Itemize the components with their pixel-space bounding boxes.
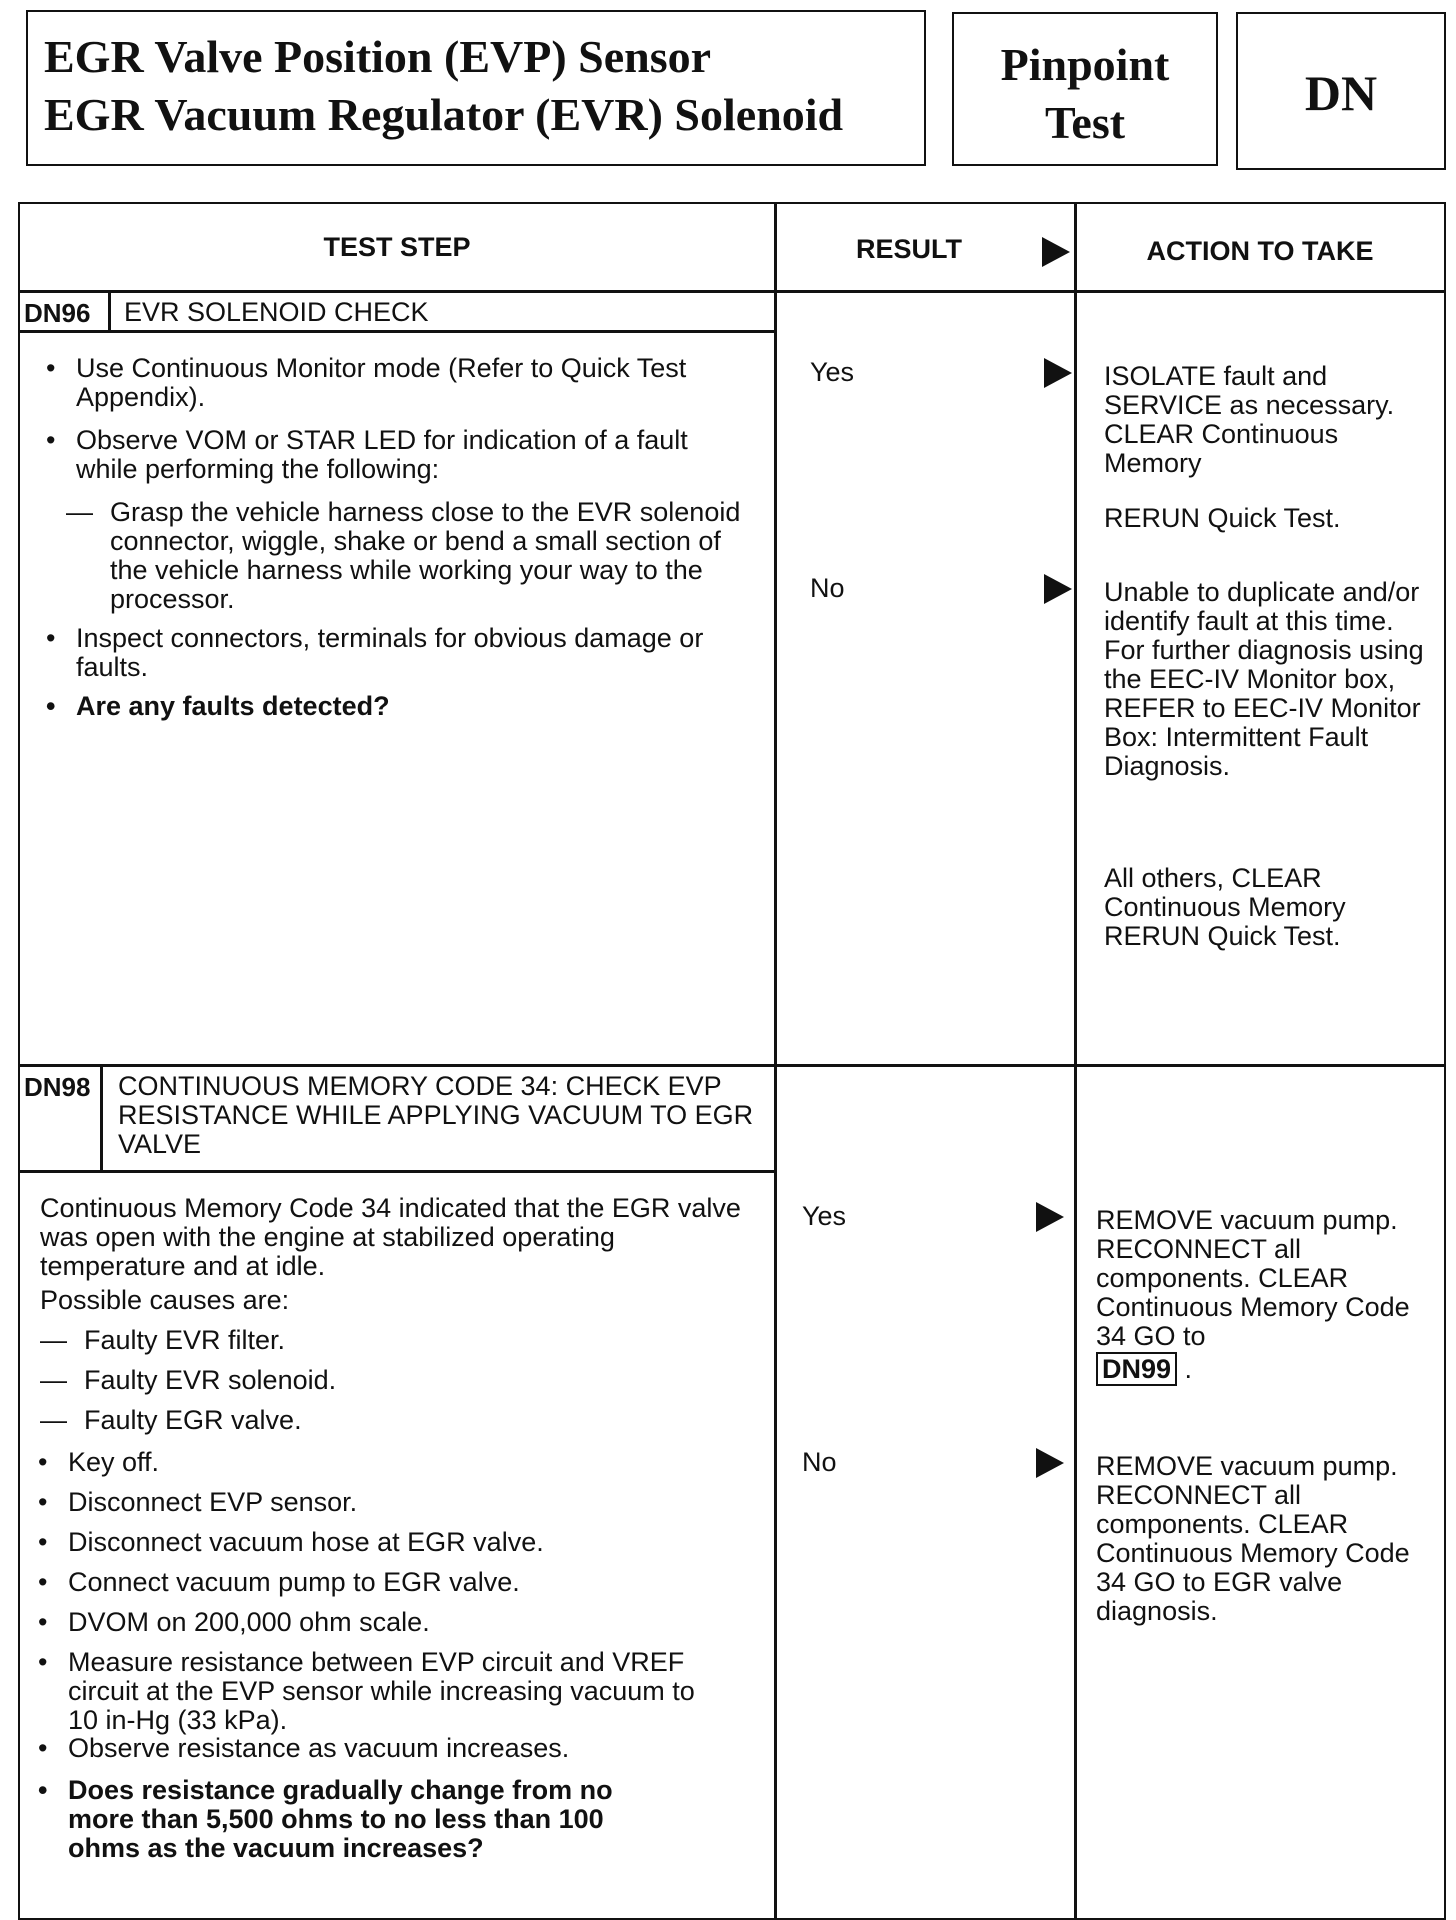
dn98-id-divider — [100, 1064, 103, 1172]
dn96-no-action-2: All others, CLEAR Continuous Memory RERUN Quick Test. — [1104, 863, 1346, 951]
dn98-step-6-text: Measure resistance between EVP circuit and VREF circuit at the EVP sensor while increasing vacuum to 10 in-Hg (33 kPa). — [68, 1647, 695, 1735]
dn96-question-text: Are any faults detected? — [76, 691, 390, 721]
dn98-yes-action-text: REMOVE vacuum pump. RECONNECT all components. CLEAR Continuous Memory Code 34 GO to — [1096, 1205, 1410, 1351]
dn96-bullet-1: • Use Continuous Monitor mode (Refer to Quick Test Appendix). — [46, 354, 746, 412]
dn98-yes-action — [1096, 1206, 1432, 1384]
title-line-2: EGR Vacuum Regulator (EVR) Solenoid — [44, 89, 844, 140]
dn96-no-arrow-icon — [1044, 574, 1072, 604]
dn98-cause-2: — Faulty EVR solenoid. — [40, 1366, 740, 1395]
dn98-step-7: • Observe resistance as vacuum increases. — [38, 1734, 738, 1763]
dn98-step-2: • Disconnect EVP sensor. — [38, 1488, 738, 1517]
dn96-bullet-3-text: Inspect connectors, terminals for obvious damage or faults. — [76, 623, 704, 682]
dn96-no-action: Unable to duplicate and/or identify fault at this time. For further diagnosis using the EEC-IV Monitor box, REFER to EEC-IV Monitor Box: Intermittent Fault Diagnosis. — [1104, 577, 1424, 781]
dn96-bullet-2-text: Observe VOM or STAR LED for indication of a fault while performing the following: — [76, 425, 688, 484]
dn98-cause-3: — Faulty EGR valve. — [40, 1406, 740, 1435]
dn98-step-1-text: Key off. — [68, 1447, 160, 1477]
dn96-result-no: No — [810, 573, 845, 603]
dn98-step-id: DN98 — [24, 1072, 91, 1102]
dn98-step-3-text: Disconnect vacuum hose at EGR valve. — [68, 1527, 544, 1557]
step-separator — [20, 1064, 1444, 1067]
col-divider-1 — [774, 204, 777, 1920]
dn96-title-rule — [20, 330, 774, 333]
dn98-title-rule — [20, 1170, 774, 1173]
col-header-action: ACTION TO TAKE — [1146, 236, 1374, 266]
col-header-result: RESULT — [856, 234, 962, 264]
dn96-yes-arrow-icon — [1044, 358, 1072, 388]
dn98-no-arrow-icon — [1036, 1448, 1064, 1478]
dn98-step-5: • DVOM on 200,000 ohm scale. — [38, 1608, 738, 1637]
dn96-step-id: DN96 — [24, 298, 91, 328]
dn98-no-action: REMOVE vacuum pump. RECONNECT all components. CLEAR Continuous Memory Code 34 GO to EGR valve diagnosis. — [1096, 1451, 1410, 1626]
dn99-reference-link[interactable]: DN99 — [1096, 1352, 1177, 1386]
dn98-step-6: • Measure resistance between EVP circuit and VREF circuit at the EVP sensor while increasing vacuum to 10 in-Hg (33 kPa). — [38, 1648, 718, 1735]
dn98-cause-1: — Faulty EVR filter. — [40, 1326, 740, 1355]
dn98-step-title: CONTINUOUS MEMORY CODE 34: CHECK EVP RESISTANCE WHILE APPLYING VACUUM TO EGR VALVE — [118, 1071, 754, 1159]
dn96-id-divider — [108, 290, 111, 332]
dn98-question: • Does resistance gradually change from no more than 5,500 ohms to no less than 100 ohms as the vacuum increases? — [38, 1776, 678, 1863]
dn98-cause-1-text: Faulty EVR filter. — [84, 1325, 286, 1355]
dn96-question: • Are any faults detected? — [46, 692, 746, 721]
col-divider-2 — [1074, 204, 1077, 1920]
dn98-intro: Continuous Memory Code 34 indicated that the EGR valve was open with the engine at stabilized operating temperature and at idle. — [40, 1193, 741, 1281]
dn98-cause-2-text: Faulty EVR solenoid. — [84, 1365, 337, 1395]
col-header-test-step: TEST STEP — [323, 232, 471, 262]
pinpoint-test-label — [952, 12, 1218, 166]
dn98-cause-3-text: Faulty EGR valve. — [84, 1405, 302, 1435]
test-title — [26, 10, 926, 166]
pinpoint-line-1: Pinpoint — [1000, 39, 1170, 90]
pinpoint-line-2: Test — [1044, 97, 1126, 148]
dn98-step-7-text: Observe resistance as vacuum increases. — [68, 1733, 570, 1763]
dn98-step-1: • Key off. — [38, 1448, 738, 1477]
title-line-1: EGR Valve Position (EVP) Sensor — [44, 31, 712, 82]
dn98-step-3: • Disconnect vacuum hose at EGR valve. — [38, 1528, 738, 1557]
dn96-bullet-1-text: Use Continuous Monitor mode (Refer to Quick Test Appendix). — [76, 353, 687, 412]
dn98-step-5-text: DVOM on 200,000 ohm scale. — [68, 1607, 430, 1637]
dn98-yes-action-tail: . — [1184, 1354, 1193, 1384]
test-code: DN — [1236, 12, 1446, 170]
dn98-step-4: • Connect vacuum pump to EGR valve. — [38, 1568, 738, 1597]
dn98-result-yes: Yes — [802, 1201, 847, 1231]
result-arrow-icon — [1042, 237, 1070, 267]
dn96-bullet-3: • Inspect connectors, terminals for obvious damage or faults. — [46, 624, 746, 682]
dn98-causes-label: Possible causes are: — [40, 1285, 290, 1315]
dn96-bullet-2: • Observe VOM or STAR LED for indication of a fault while performing the following: — [46, 426, 746, 484]
dn96-result-yes: Yes — [810, 357, 855, 387]
test-table — [18, 202, 1446, 1920]
dn98-result-no: No — [802, 1447, 837, 1477]
dn96-step-title: EVR SOLENOID CHECK — [124, 297, 429, 327]
dn98-step-2-text: Disconnect EVP sensor. — [68, 1487, 358, 1517]
dn96-dash-1: — Grasp the vehicle harness close to the EVR solenoid connector, wiggle, shake or bend a small section of the vehicle harness while working your way to the processor. — [66, 498, 746, 614]
dn96-yes-action-2: RERUN Quick Test. — [1104, 503, 1341, 533]
header-rule — [20, 290, 1444, 293]
dn98-step-4-text: Connect vacuum pump to EGR valve. — [68, 1567, 520, 1597]
dn96-dash-1-text: Grasp the vehicle harness close to the EVR solenoid connector, wiggle, shake or bend a small section of the vehicle harness while working your way to the processor. — [110, 497, 741, 614]
dn98-question-text: Does resistance gradually change from no more than 5,500 ohms to no less than 100 ohms as the vacuum increases? — [68, 1775, 613, 1863]
dn98-yes-arrow-icon — [1036, 1202, 1064, 1232]
dn96-yes-action: ISOLATE fault and SERVICE as necessary. CLEAR Continuous Memory — [1104, 361, 1395, 478]
